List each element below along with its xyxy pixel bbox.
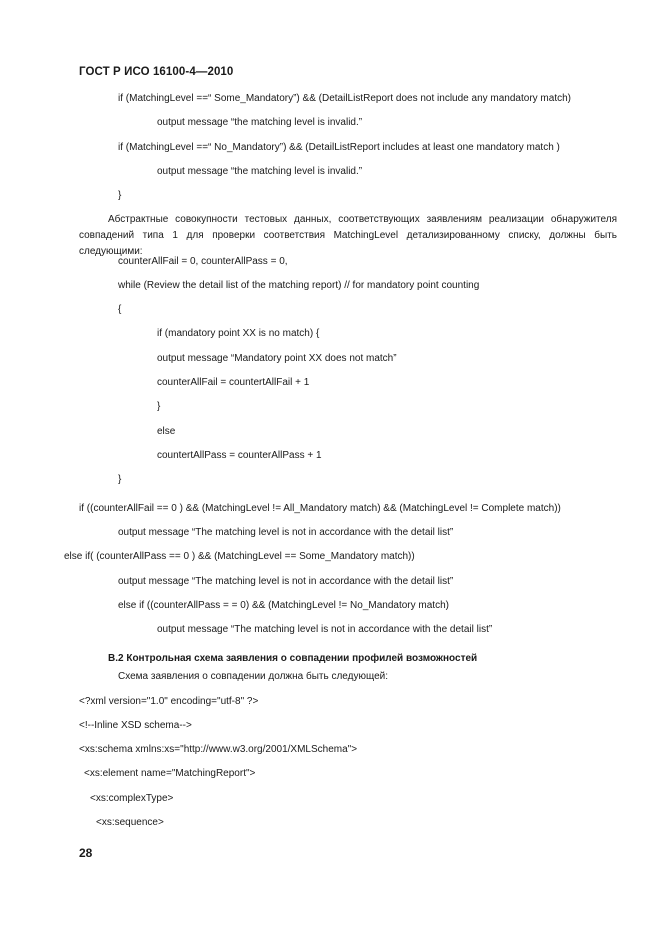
page-number: 28	[79, 846, 93, 860]
code-line: countertAllPass = counterAllPass + 1	[157, 450, 322, 461]
code-line: if (MatchingLevel ==“ Some_Mandatory”) && (DetailListReport does not include any mandatory match)	[118, 93, 571, 104]
code-line: output message “The matching level is not in accordance with the detail list”	[118, 576, 454, 587]
section-intro: Схема заявления о совпадении должна быть следующей:	[118, 671, 388, 682]
code-line: output message “The matching level is not in accordance with the detail list”	[157, 624, 493, 635]
code-line: output message “The matching level is not in accordance with the detail list”	[118, 527, 454, 538]
code-line: output message “the matching level is invalid.”	[157, 166, 363, 177]
code-line: if (mandatory point XX is no match) {	[157, 328, 320, 339]
code-line: output message “the matching level is invalid.”	[157, 117, 363, 128]
code-line: output message “Mandatory point XX does not match”	[157, 353, 397, 364]
xml-line: <xs:sequence>	[96, 817, 164, 828]
code-line: else	[157, 426, 176, 437]
xml-line: <?xml version="1.0" encoding="utf-8" ?>	[79, 696, 259, 707]
code-line: }	[118, 190, 122, 201]
code-line: if ((counterAllFail == 0 ) && (MatchingLevel != All_Mandatory match) && (MatchingLevel != Complete match))	[79, 503, 561, 514]
body-paragraph	[79, 212, 617, 260]
section-heading: В.2 Контрольная схема заявления о совпадении профилей возможностей	[108, 653, 478, 664]
xml-line: <!--Inline XSD schema-->	[79, 720, 192, 731]
code-line: else if ((counterAllPass = = 0) && (MatchingLevel != No_Mandatory match)	[118, 600, 449, 611]
code-line: }	[157, 401, 161, 412]
code-line: counterAllFail = countertAllFail + 1	[157, 377, 310, 388]
xml-line: <xs:element name="MatchingReport">	[84, 768, 256, 779]
standard-header: ГОСТ Р ИСО 16100-4—2010	[79, 66, 234, 78]
paragraph-text: Абстрактные совокупности тестовых данных, соответствующих заявлениям реализации обнаружителя совпадений типа 1 для проверки соответствия MatchingLevel детализированному списку, должны быть следующими:	[79, 214, 617, 257]
code-line: if (MatchingLevel ==“ No_Mandatory”) && (DetailListReport includes at least one mandatory match )	[118, 142, 560, 153]
code-line: while (Review the detail list of the matching report) // for mandatory point counting	[118, 280, 480, 291]
code-line: {	[118, 304, 122, 315]
code-line: else if( (counterAllPass == 0 ) && (MatchingLevel == Some_Mandatory match))	[64, 551, 415, 562]
code-line: }	[118, 474, 122, 485]
xml-line: <xs:complexType>	[90, 793, 174, 804]
xml-line: <xs:schema xmlns:xs="http://www.w3.org/2001/XMLSchema">	[79, 744, 358, 755]
code-line: counterAllFail = 0, counterAllPass = 0,	[118, 256, 288, 267]
